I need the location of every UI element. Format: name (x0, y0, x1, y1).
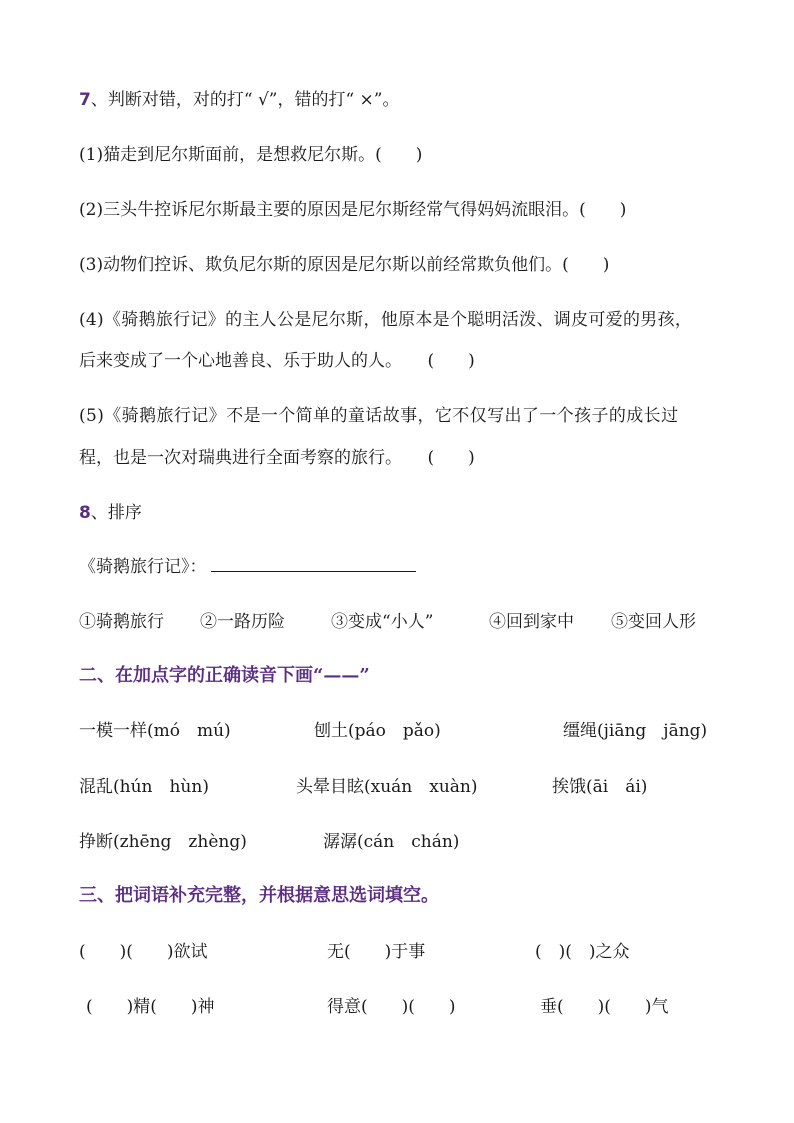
section3-heading: 三、把词语补充完整，并根据意思选词填空。 (79, 885, 439, 906)
idiom-item: 得意( )( ) (327, 997, 456, 1017)
q7-item-3: (3)动物们控诉、欺负尼尔斯的原因是尼尔斯以前经常欺负他们。( ) (79, 255, 610, 275)
q7-number: 7 (79, 90, 91, 110)
idiom-item: 垂( )( )气 (540, 997, 669, 1017)
q8-option: ①骑鹅旅行 (79, 612, 164, 632)
q7-item-5-line1: (5)《骑鹅旅行记》不是一个简单的童话故事，它不仅写出了一个孩子的成长过 (79, 406, 679, 426)
pinyin-item: 混乱(hún hùn) (79, 777, 209, 797)
q7-item-4-line2: 后来变成了一个心地善良、乐于助人的人。 ( ) (79, 351, 475, 371)
q8-prompt-text: 《骑鹅旅行记》： (79, 557, 207, 577)
idiom-item: ( )( )之众 (535, 942, 630, 962)
q8-title-text: 、排序 (90, 503, 142, 523)
q8-number: 8 (79, 503, 91, 523)
q7-item-2: (2)三头牛控诉尼尔斯最主要的原因是尼尔斯经常气得妈妈流眼泪。( ) (79, 200, 627, 220)
pinyin-item: 挨饿(āi ái) (552, 777, 648, 797)
q8-prompt (79, 555, 416, 579)
q8-title (79, 501, 142, 525)
order-answer-blank[interactable] (211, 555, 416, 572)
q7-title-text: 、判断对错，对的打“ √”，错的打“ ×”。 (90, 90, 400, 110)
q8-option: ③变成“小人” (331, 612, 434, 632)
q7-item-1: (1)猫走到尼尔斯面前，是想救尼尔斯。( ) (79, 145, 423, 165)
pinyin-item: 头晕目眩(xuán xuàn) (296, 777, 478, 797)
pinyin-item: 一模一样(mó mú) (79, 721, 231, 741)
pinyin-item: 潺潺(cán chán) (323, 832, 460, 852)
idiom-item: 无( )于事 (327, 942, 426, 962)
q8-option: ②一路历险 (200, 612, 285, 632)
q7-title (79, 88, 400, 112)
idiom-item: ( )精( )神 (86, 997, 215, 1017)
q7-item-5-line2: 程，也是一次对瑞典进行全面考察的旅行。 ( ) (79, 448, 475, 468)
q8-option: ⑤变回人形 (611, 612, 696, 632)
q7-item-4-line1: (4)《骑鹅旅行记》的主人公是尼尔斯，他原本是个聪明活泼、调皮可爱的男孩， (79, 310, 693, 330)
pinyin-item: 刨土(páo pǎo) (314, 721, 441, 741)
q8-option: ④回到家中 (489, 612, 574, 632)
idiom-item: ( )( )欲试 (79, 942, 208, 962)
pinyin-item: 缰绳(jiāng jāng) (563, 721, 708, 741)
section2-heading: 二、在加点字的正确读音下画“——” (79, 665, 370, 686)
pinyin-item: 挣断(zhēng zhèng) (79, 832, 247, 852)
